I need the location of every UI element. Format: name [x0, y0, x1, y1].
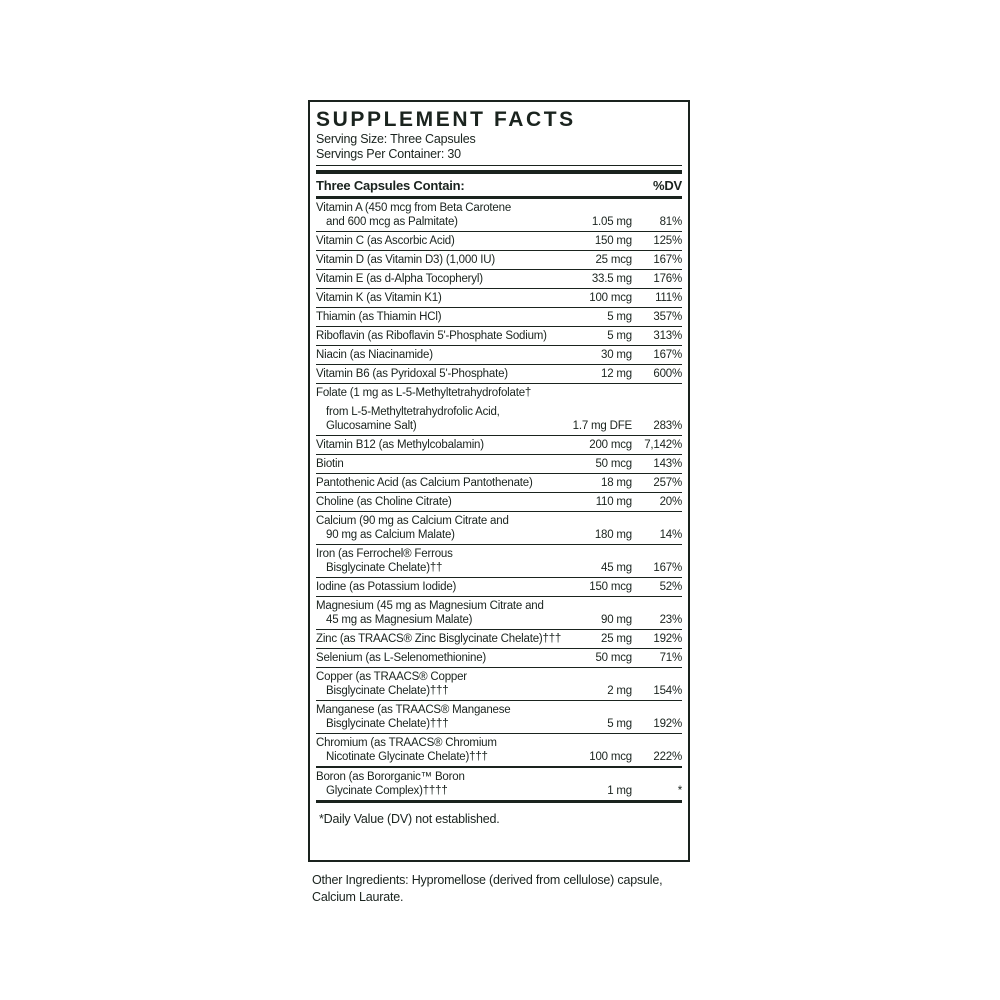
nutrient-name-line: Vitamin A (450 mcg from Beta Carotene: [316, 202, 512, 214]
nutrient-name-line: Magnesium (45 mg as Magnesium Citrate and: [316, 600, 544, 612]
nutrient-amount: 30 mg: [601, 349, 632, 361]
supplement-facts-panel: [308, 100, 690, 862]
nutrient-name-line: Vitamin C (as Ascorbic Acid): [316, 235, 455, 247]
nutrient-dv: 154%: [653, 685, 682, 697]
nutrient-dv: 192%: [653, 633, 682, 645]
nutrient-dv: 357%: [653, 311, 682, 323]
nutrient-dv: 125%: [653, 235, 682, 247]
nutrient-name-line: Vitamin E (as d-Alpha Tocopheryl): [316, 273, 483, 285]
nutrient-name-line: Biotin: [316, 458, 344, 470]
nutrient-name-line: and 600 mcg as Palmitate): [326, 216, 458, 228]
nutrient-amount: 45 mg: [601, 562, 632, 574]
nutrient-name: [316, 253, 554, 267]
nutrient-name-line: Pantothenic Acid (as Calcium Pantothenate): [316, 477, 533, 489]
table-row-vitamin-e: [316, 269, 682, 288]
nutrient-name: [316, 514, 554, 542]
nutrient-dv: 71%: [659, 652, 682, 664]
nutrient-name: [316, 348, 554, 362]
nutrient-amount: 100 mcg: [589, 751, 632, 763]
nutrient-name-line: Folate (1 mg as L-5-Methyltetrahydrofolate†: [316, 387, 532, 399]
nutrient-name: [316, 770, 554, 798]
panel-title: SUPPLEMENT FACTS: [316, 108, 576, 131]
serving-size: Serving Size: Three Capsules: [316, 132, 476, 146]
nutrient-name-line: Boron (as Bororganic™ Boron: [316, 771, 465, 783]
table-row-vitamin-c: [316, 231, 682, 250]
nutrient-amount: 5 mg: [607, 330, 632, 342]
nutrient-name-line: Vitamin K (as Vitamin K1): [316, 292, 442, 304]
nutrient-name-line: Bisglycinate Chelate)††: [326, 562, 443, 574]
table-row-pantothenic-acid: [316, 473, 682, 492]
nutrient-amount: 90 mg: [601, 614, 632, 626]
nutrient-dv: 143%: [653, 458, 682, 470]
nutrient-dv: 167%: [653, 349, 682, 361]
nutrient-amount: 5 mg: [607, 718, 632, 730]
nutrient-name: [316, 476, 554, 490]
table-row-boron: [316, 766, 682, 800]
nutrient-dv: 192%: [653, 718, 682, 730]
nutrient-dv: 167%: [653, 562, 682, 574]
nutrient-name: [316, 291, 554, 305]
nutrient-dv: 600%: [653, 368, 682, 380]
nutrient-name-line: Niacin (as Niacinamide): [316, 349, 433, 361]
nutrient-amount: 50 mcg: [595, 458, 632, 470]
nutrient-name: [316, 386, 554, 433]
table-row-vitamin-d: [316, 250, 682, 269]
table-row-magnesium: [316, 596, 682, 629]
nutrient-name: [316, 580, 554, 594]
table-header-row: [316, 174, 682, 196]
nutrient-name-line: Glucosamine Salt): [326, 420, 417, 432]
nutrient-amount: 1.7 mg DFE: [572, 420, 632, 432]
table-row-manganese: [316, 700, 682, 733]
table-row-vitamin-b12: [316, 435, 682, 454]
nutrient-name-line: Chromium (as TRAACS® Chromium: [316, 737, 497, 749]
nutrient-amount: 150 mcg: [589, 581, 632, 593]
nutrient-dv: 111%: [655, 292, 682, 304]
nutrient-name: [316, 438, 554, 452]
nutrient-dv: 283%: [653, 420, 682, 432]
nutrient-amount: 18 mg: [601, 477, 632, 489]
table-row-thiamin: [316, 307, 682, 326]
table-row-niacin: [316, 345, 682, 364]
nutrient-name: [316, 329, 554, 343]
nutrient-name: [316, 367, 554, 381]
other-ingredients-text: Other Ingredients: Hypromellose (derived from cellulose) capsule, Calcium Laurate.: [312, 873, 663, 904]
nutrient-amount: 110 mg: [595, 496, 632, 508]
table-row-vitamin-a: [316, 199, 682, 231]
table-row-calcium: [316, 511, 682, 544]
nutrient-amount: 33.5 mg: [591, 273, 632, 285]
nutrient-name: [316, 670, 554, 698]
nutrient-amount: 200 mcg: [589, 439, 632, 451]
nutrient-name-line: Selenium (as L-Selenomethionine): [316, 652, 487, 664]
nutrient-name-line: Iron (as Ferrochel® Ferrous: [316, 548, 453, 560]
nutrient-amount: 100 mcg: [589, 292, 632, 304]
nutrient-dv: 313%: [653, 330, 682, 342]
nutrient-name: [316, 272, 554, 286]
nutrient-name-line: Choline (as Choline Citrate): [316, 496, 452, 508]
nutrient-name: [316, 599, 554, 627]
nutrient-dv: 23%: [659, 614, 682, 626]
nutrient-name-line: 45 mg as Magnesium Malate): [326, 614, 473, 626]
nutrient-name-line: 90 mg as Calcium Malate): [326, 529, 455, 541]
table-row-biotin: [316, 454, 682, 473]
nutrient-amount: 180 mg: [594, 529, 632, 541]
nutrient-name-line: Riboflavin (as Riboflavin 5'-Phosphate Sodium): [316, 330, 547, 342]
nutrient-dv: 81%: [659, 216, 682, 228]
nutrient-dv: 257%: [653, 477, 682, 489]
nutrient-dv: 20%: [659, 496, 682, 508]
table-row-riboflavin: [316, 326, 682, 345]
table-row-copper: [316, 667, 682, 700]
divider-thin: [316, 165, 682, 166]
nutrient-amount: 1.05 mg: [591, 216, 632, 228]
nutrient-name-line: Glycinate Complex)††††: [326, 785, 448, 797]
nutrient-name-line: Copper (as TRAACS® Copper: [316, 671, 467, 683]
nutrient-name-line: Bisglycinate Chelate)†††: [326, 685, 449, 697]
table-row-zinc: [316, 629, 682, 648]
nutrient-dv: 176%: [653, 273, 682, 285]
nutrient-name-line: Zinc (as TRAACS® Zinc Bisglycinate Chelate)†††: [316, 633, 562, 645]
nutrient-dv: 52%: [659, 581, 682, 593]
nutrient-amount: 50 mcg: [595, 652, 632, 664]
nutrient-name: [316, 201, 554, 229]
nutrient-name: [316, 234, 554, 248]
nutrient-dv: *: [677, 785, 682, 797]
table-header-contain: Three Capsules Contain:: [316, 178, 465, 193]
table-row-selenium: [316, 648, 682, 667]
nutrient-table: [316, 199, 682, 800]
nutrient-name-line: Manganese (as TRAACS® Manganese: [316, 704, 511, 716]
nutrient-amount: 2 mg: [607, 685, 632, 697]
nutrient-name-line: Vitamin B12 (as Methylcobalamin): [316, 439, 484, 451]
nutrient-name: [316, 703, 554, 731]
nutrient-name: [316, 310, 554, 324]
table-row-iron: [316, 544, 682, 577]
nutrient-name-line: Vitamin B6 (as Pyridoxal 5'-Phosphate): [316, 368, 508, 380]
nutrient-name-line: Nicotinate Glycinate Chelate)†††: [326, 751, 488, 763]
servings-per-container: Servings Per Container: 30: [316, 147, 461, 161]
table-row-vitamin-k: [316, 288, 682, 307]
nutrient-amount: 25 mcg: [595, 254, 632, 266]
nutrient-name-line: Calcium (90 mg as Calcium Citrate and: [316, 515, 509, 527]
nutrient-name-line: from L-5-Methyltetrahydrofolic Acid,: [326, 406, 500, 418]
table-row-chromium: [316, 733, 682, 766]
nutrient-amount: 1 mg: [607, 785, 632, 797]
nutrient-amount: 5 mg: [607, 311, 632, 323]
nutrient-dv: 14%: [659, 529, 682, 541]
table-row-folate: [316, 383, 682, 435]
table-row-iodine: [316, 577, 682, 596]
nutrient-name: [316, 651, 554, 665]
nutrient-name-line: Bisglycinate Chelate)†††: [326, 718, 449, 730]
nutrient-name: [316, 632, 562, 646]
nutrient-dv: 222%: [653, 751, 682, 763]
nutrient-name-line: Iodine (as Potassium Iodide): [316, 581, 457, 593]
nutrient-name: [316, 547, 554, 575]
nutrient-name-line: Thiamin (as Thiamin HCl): [316, 311, 442, 323]
nutrient-dv: 7,142%: [644, 439, 682, 451]
nutrient-amount: 12 mg: [601, 368, 632, 380]
nutrient-amount: 25 mg: [601, 633, 632, 645]
nutrient-dv: 167%: [653, 254, 682, 266]
nutrient-name: [316, 457, 554, 471]
table-row-choline: [316, 492, 682, 511]
nutrient-name: [316, 495, 554, 509]
dv-footnote: *Daily Value (DV) not established.: [319, 812, 500, 826]
nutrient-name-line: Vitamin D (as Vitamin D3) (1,000 IU): [316, 254, 495, 266]
nutrient-name: [316, 736, 554, 764]
table-header-dv: %DV: [652, 178, 682, 193]
nutrient-amount: 150 mg: [594, 235, 632, 247]
table-row-vitamin-b6: [316, 364, 682, 383]
